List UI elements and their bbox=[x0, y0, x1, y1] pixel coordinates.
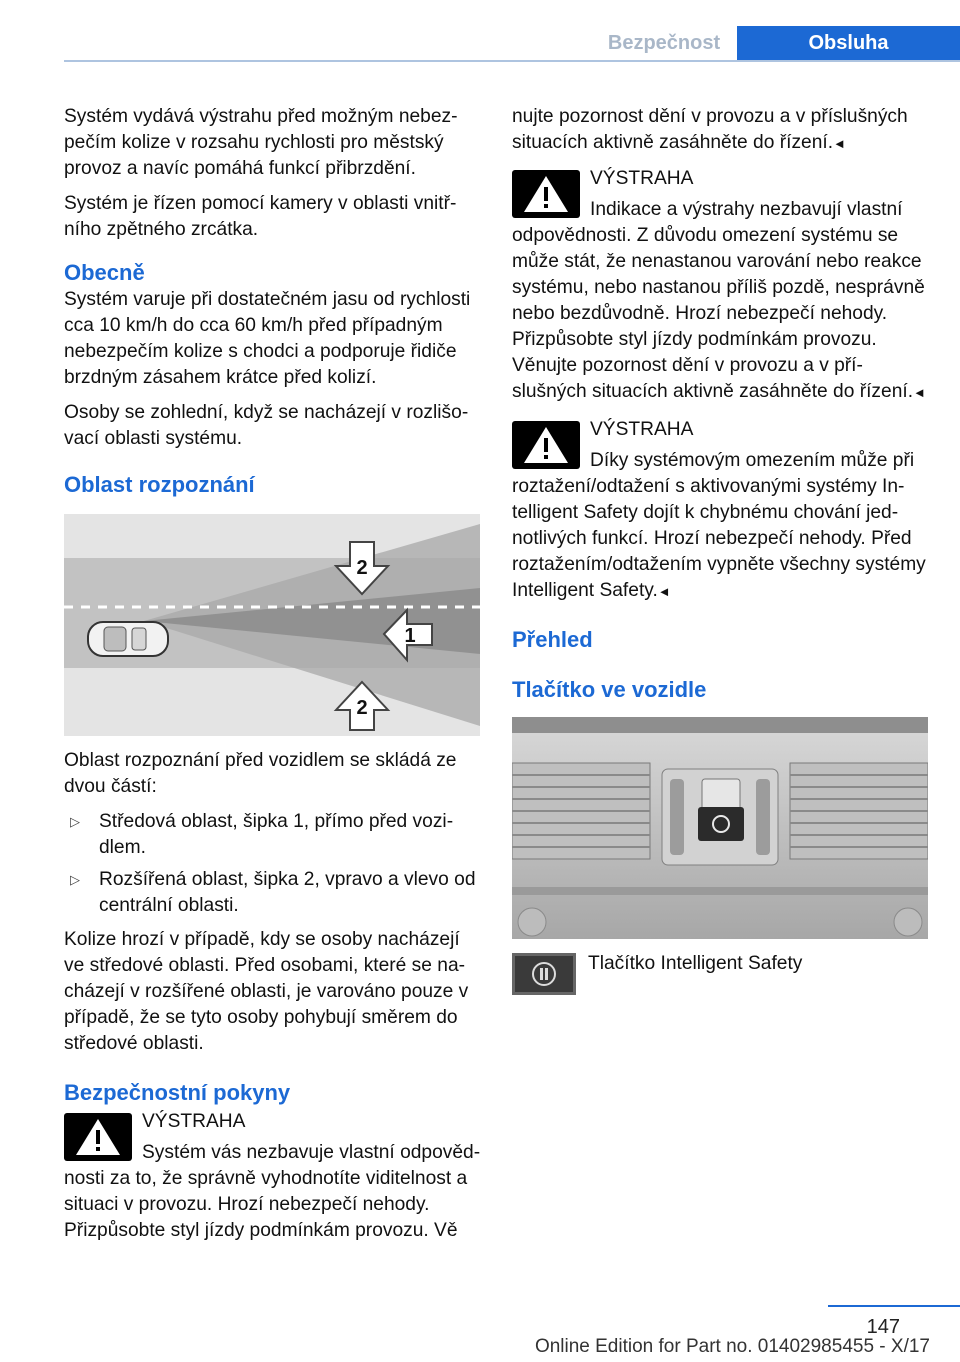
header-divider bbox=[64, 60, 960, 62]
warning-block-1 bbox=[64, 1109, 482, 1244]
warning-triangle-icon bbox=[512, 421, 580, 469]
warning-title: VÝSTRAHA bbox=[590, 168, 694, 189]
end-marker-icon: ◄ bbox=[913, 385, 926, 400]
heading-bezpecnostni-pokyny: Bezpečnostní pokyny bbox=[64, 1080, 291, 1105]
paragraph-general: Systém varuje při dostatečném jasu od rychlosti cca 10 km/h do cca 60 km/h před případným nebezpečím kolize s chodci a podporuje řidiče brzdným zásahem krátce před kolizí. bbox=[64, 289, 471, 388]
warning-title: VÝSTRAHA bbox=[590, 419, 694, 440]
left-column bbox=[64, 104, 482, 1255]
list-item: ▷ Středová oblast, šipka 1, přímo před vozidlem. bbox=[70, 811, 454, 858]
warning-text: Díky systémovým omezením může při roztažení/odtažení s aktivovanými systémy Intelligent Safety dojít k chybnému chování jednotlivých funkcí. Hrozí nebezpečí nehody. Před roztažením/odtažením vypněte všechny systémy Intelligent Safety. bbox=[512, 450, 926, 601]
intelligent-safety-button bbox=[698, 807, 744, 841]
control-knob-right bbox=[894, 908, 922, 936]
dashboard-photo bbox=[512, 717, 928, 939]
paragraph-detection-parts: Oblast rozpoznání před vozidlem se skládá ze dvou částí: bbox=[64, 750, 457, 797]
heading-prehled: Přehled bbox=[512, 627, 593, 652]
header-tab-bezpecnost[interactable]: Bezpečnost bbox=[607, 32, 721, 54]
svg-text:2: 2 bbox=[356, 697, 368, 719]
side-slot-left bbox=[670, 779, 684, 855]
paragraph-intro: Systém vydává výstrahu před možným nebezpečím kolize v rozsahu rychlosti pro městský provoz a navíc pomáhá funkcí přibrzdění. bbox=[64, 106, 458, 179]
warning-title: VÝSTRAHA bbox=[142, 1111, 246, 1132]
end-marker-icon: ◄ bbox=[833, 136, 846, 151]
triangle-bullet-icon: ▷ bbox=[70, 872, 80, 887]
page-number-divider bbox=[828, 1305, 960, 1307]
end-marker-icon: ◄ bbox=[657, 584, 671, 599]
warning-text: Systém vás nezbavuje vlastní odpovědnosti za to, že správně vyhodnotíte viditelnost a situaci v provozu. Hrozí nebezpečí nehody. Přizpůsobte styl jízdy podmínkám provozu. Vě bbox=[64, 1142, 481, 1241]
page-number: 147 bbox=[866, 1316, 900, 1338]
paragraph-collision: Kolize hrozí v případě, kdy se osoby nacházejí ve středové oblasti. Před osobami, které se nacházejí v rozšířené oblasti, je varováno pouze v případě, že se tyto osoby pohybují směrem do středové oblasti. bbox=[64, 929, 469, 1054]
warning-block-3 bbox=[512, 417, 930, 605]
warning-triangle-icon bbox=[512, 170, 580, 218]
svg-text:2: 2 bbox=[356, 557, 368, 579]
paragraph-camera: Systém je řízen pomocí kamery v oblasti vnitřního zpětného zrcátka. bbox=[64, 193, 457, 240]
dashboard-trim bbox=[512, 717, 928, 733]
list-item: ▷ Rozšířená oblast, šipka 2, vpravo a vlevo od centrální oblasti. bbox=[70, 869, 476, 916]
paragraph-continuation: nujte pozornost dění v provozu a v příslušných situacích aktivně zasáhněte do řízení.◄ bbox=[512, 106, 908, 153]
detection-parts-list bbox=[64, 809, 482, 919]
lower-trim bbox=[512, 887, 928, 895]
footer-edition: Online Edition for Part no. 01402985455 - X/17 bbox=[534, 1336, 930, 1357]
heading-tlacitko-ve-vozidle: Tlačítko ve vozidle bbox=[512, 677, 707, 702]
button-legend bbox=[512, 951, 930, 1021]
button-label: Tlačítko Intelligent Safety bbox=[588, 953, 803, 974]
car-icon bbox=[88, 622, 168, 656]
warning-text: Indikace a výstrahy nezbavují vlastní odpovědnosti. Z důvodu omezení systému se může stát, že nenastanou varování nebo reakce systému, nebo nastanou příliš pozdě, nesprávně nebo bezdůvodně. Hrozí nebezpečí nehody. Přizpůsobte styl jízdy podmínkám provozu. Věnujte pozornost dění v provozu a v příslušných situacích aktivně zasáhněte do řízení. bbox=[512, 199, 925, 402]
intelligent-safety-button-icon bbox=[512, 953, 576, 995]
warning-block-2 bbox=[512, 166, 930, 406]
paragraph-persons: Osoby se zohlední, když se nacházejí v rozlišovací oblasti systému. bbox=[64, 402, 469, 449]
svg-text:1: 1 bbox=[404, 625, 416, 647]
right-column bbox=[512, 104, 930, 1021]
triangle-bullet-icon: ▷ bbox=[70, 814, 80, 829]
heading-oblast-rozpoznani: Oblast rozpoznání bbox=[64, 472, 255, 497]
detection-area-figure bbox=[64, 514, 480, 736]
heading-obecne: Obecně bbox=[64, 260, 145, 285]
header-tab-obsluha[interactable]: Obsluha bbox=[737, 26, 960, 60]
warning-triangle-icon bbox=[64, 1113, 132, 1161]
side-slot-right bbox=[756, 779, 770, 855]
control-knob-left bbox=[518, 908, 546, 936]
